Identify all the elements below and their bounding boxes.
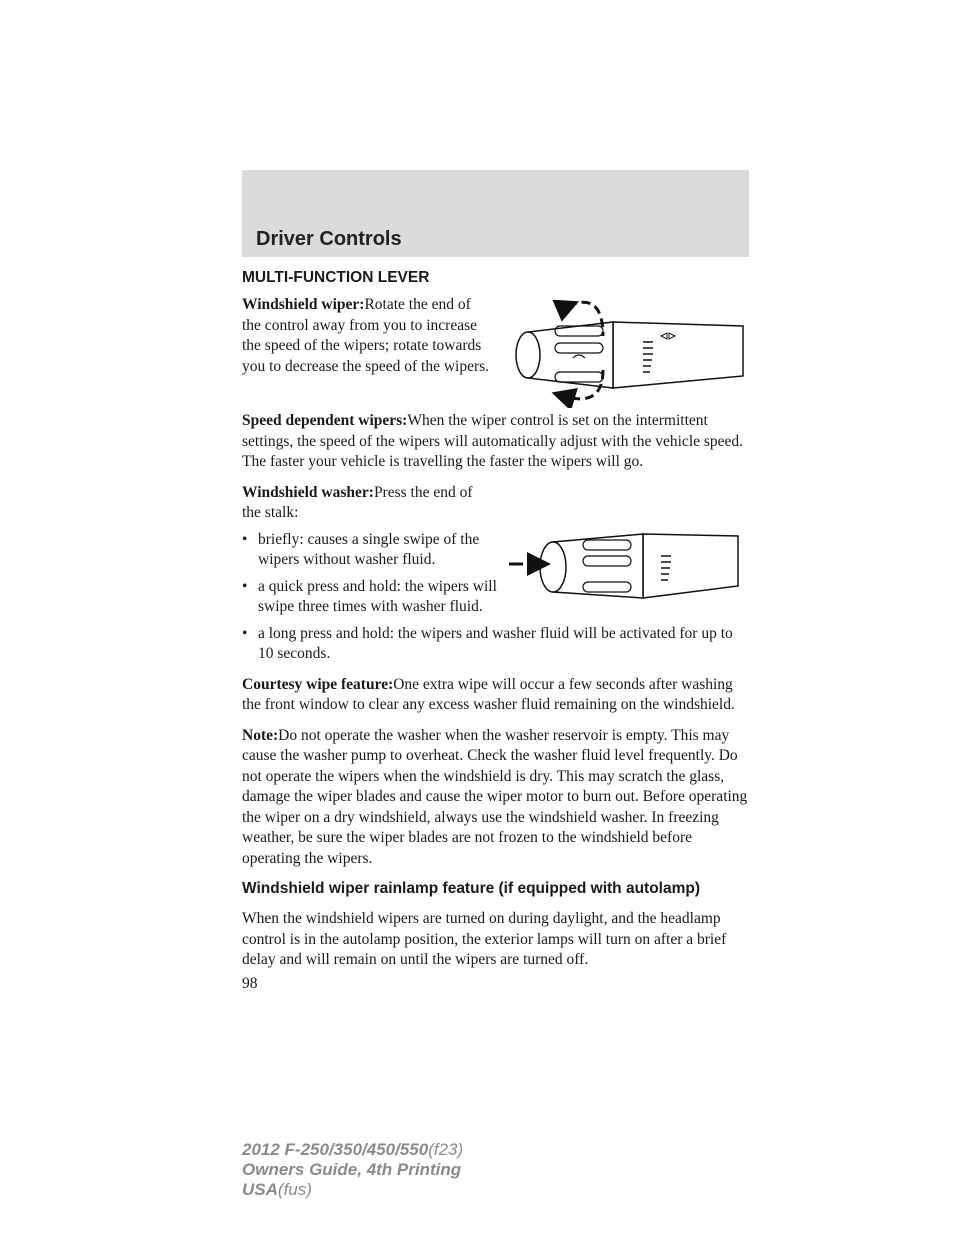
- footer: [242, 1140, 463, 1200]
- footer-edition: Owners Guide, 4th Printing: [242, 1160, 462, 1179]
- page-content: [242, 268, 752, 971]
- section-heading: MULTI-FUNCTION LEVER: [242, 269, 430, 286]
- courtesy-text: One extra wipe will occur a few seconds after washing the front window to clear any excess washer fluid remaining on the windshield.: [242, 675, 735, 713]
- speed-dependent-label: Speed dependent wipers:: [242, 412, 408, 429]
- wiper-paragraph: [242, 295, 492, 377]
- washer-label: Windshield washer:: [242, 483, 374, 501]
- washer-paragraph: [242, 483, 492, 524]
- washer-bullets: [242, 530, 752, 665]
- list-item: • briefly: causes a single swipe of the wipers without washer fluid.: [242, 530, 508, 571]
- list-item: • a long press and hold: the wipers and washer fluid will be activated for up to 10 seconds.: [242, 624, 752, 665]
- page-title: Driver Controls: [256, 228, 402, 250]
- footer-market: USA: [242, 1180, 278, 1199]
- rainlamp-heading: Windshield wiper rainlamp feature (if equipped with autolamp): [242, 880, 701, 897]
- header-band: [242, 170, 749, 257]
- wiper-text: Rotate the end of the control away from you to increase the speed of the wipers; rotate towards you to decrease the speed of the wipers.: [242, 296, 490, 375]
- courtesy-label: Courtesy wipe feature:: [242, 675, 394, 693]
- footer-market-code: (fus): [277, 1180, 312, 1199]
- list-item: • a quick press and hold: the wipers will swipe three times with washer fluid.: [242, 577, 508, 618]
- footer-model-code: (f23): [428, 1140, 464, 1159]
- courtesy-paragraph: [242, 675, 752, 716]
- speed-dependent-paragraph: [242, 411, 752, 473]
- rainlamp-paragraph: When the windshield wipers are turned on during daylight, and the headlamp control is in the autolamp position, the exterior lamps will turn on after a brief delay and will remain on until the wipers are turned off.: [242, 910, 727, 968]
- wiper-label: Windshield wiper:: [242, 296, 365, 313]
- speed-dependent-text: When the wiper control is set on the intermittent settings, the speed of the wipers will automatically adjust with the vehicle speed. The faster your vehicle is travelling the faster the wipers will go.: [242, 412, 744, 470]
- washer-text: Press the end of the stalk:: [242, 483, 473, 521]
- note-label: Note:: [242, 726, 279, 744]
- note-paragraph: [242, 726, 752, 870]
- footer-model: 2012 F-250/350/450/550: [242, 1140, 429, 1159]
- note-text: Do not operate the washer when the washer reservoir is empty. This may cause the washer pump to overheat. Check the washer fluid level frequently. Do not operate the wipers when the windshield is dry. This may scratch the glass, damage the wiper blades and cause the wiper motor to burn out. Before operating the wiper on a dry windshield, always use the windshield washer. In freezing weather, be sure the wiper blades are not frozen to the windshield before operating the wipers.: [242, 726, 748, 867]
- page-number: 98: [242, 975, 258, 992]
